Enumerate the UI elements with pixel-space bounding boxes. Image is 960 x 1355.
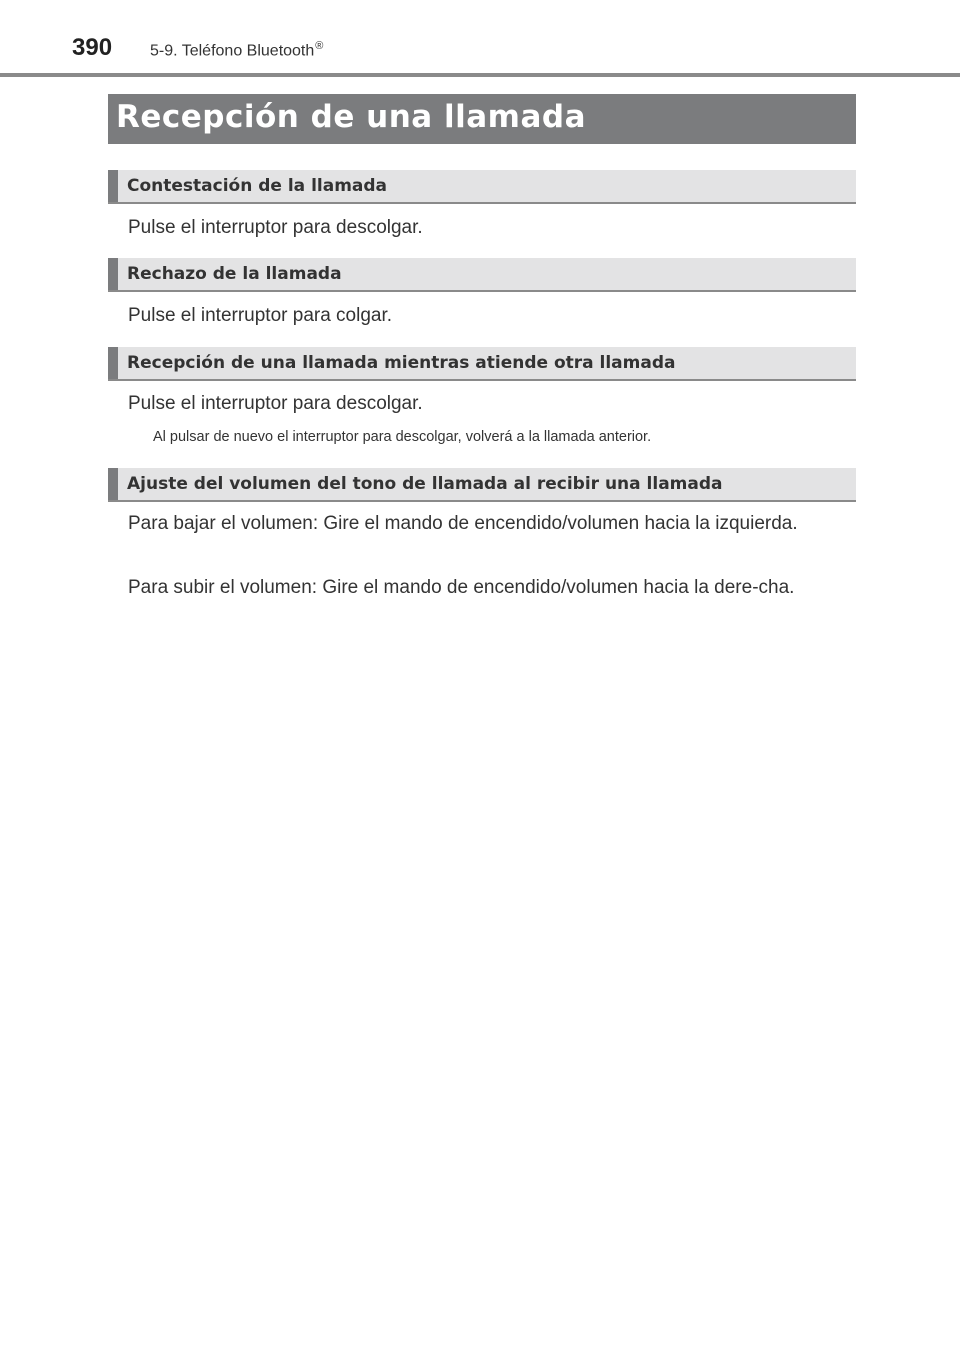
section-header-llamada-en-espera xyxy=(108,347,856,381)
section-accent-bar xyxy=(108,170,118,202)
section-accent-bar xyxy=(108,258,118,290)
body-paragraph: Para subir el volumen: Gire el mando de encendido/volumen hacia la dere-cha. xyxy=(128,577,795,598)
section-accent-bar xyxy=(108,347,118,379)
section-header-volumen xyxy=(108,468,856,502)
section-header-contestacion xyxy=(108,170,856,204)
body-paragraph: Pulse el interruptor para descolgar. xyxy=(128,217,423,238)
body-paragraph: Pulse el interruptor para descolgar. xyxy=(128,393,423,414)
page-header xyxy=(0,0,960,78)
registered-mark: ® xyxy=(315,40,324,52)
section-title: Ajuste del volumen del tono de llamada al recibir una llamada xyxy=(127,474,723,494)
main-title-band xyxy=(108,94,856,144)
page-number: 390 xyxy=(72,34,113,61)
note-paragraph: Al pulsar de nuevo el interruptor para descolgar, volverá a la llamada anterior. xyxy=(153,429,652,445)
section-title: Rechazo de la llamada xyxy=(127,264,342,284)
body-paragraph: Pulse el interruptor para colgar. xyxy=(128,305,393,326)
section-title: Contestación de la llamada xyxy=(127,176,388,196)
chapter-title-text: 5-9. Teléfono Bluetooth xyxy=(150,42,315,60)
section-title: Recepción de una llamada mientras atiende otra llamada xyxy=(127,353,676,373)
section-header-rechazo xyxy=(108,258,856,292)
page-title: Recepción de una llamada xyxy=(116,99,587,135)
section-accent-bar xyxy=(108,468,118,500)
header-rule xyxy=(0,73,960,77)
body-paragraph: Para bajar el volumen: Gire el mando de encendido/volumen hacia la izquierda. xyxy=(128,513,798,534)
chapter-title xyxy=(150,40,323,60)
